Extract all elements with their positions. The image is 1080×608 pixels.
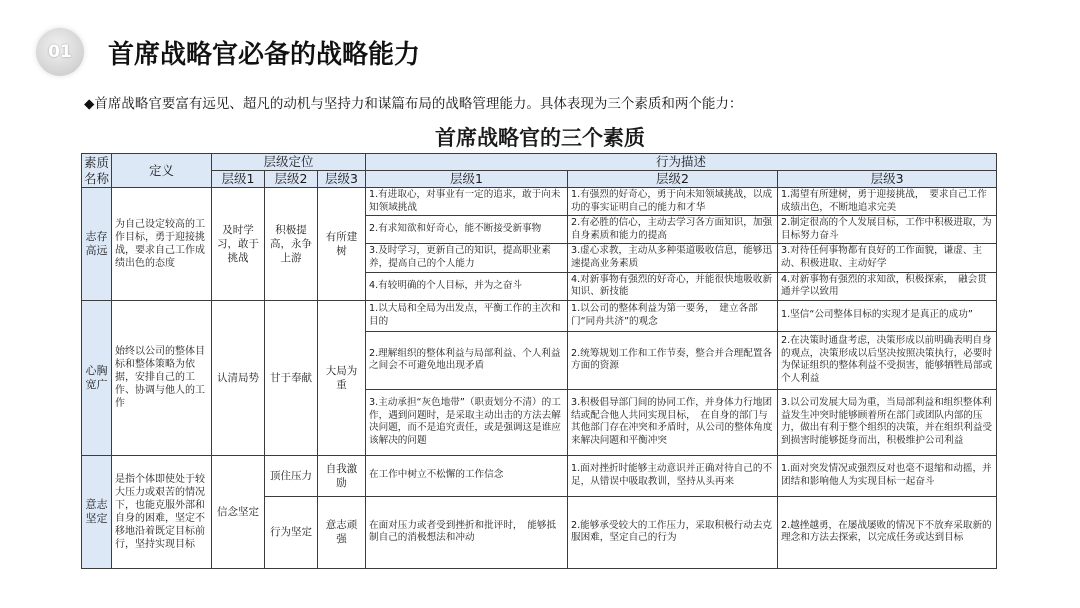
behavior-level1: 3.及时学习，更新自己的知识，提高职业素养，提高自己的个人能力 <box>366 244 568 272</box>
position-level1: 认清局势 <box>212 300 265 455</box>
behavior-level3: 1.坚信“公司整体目标的实现才是真正的成功” <box>778 300 997 331</box>
behavior-level2: 4.对新事物有强烈的好奇心，并能很快地吸收新知识、新技能 <box>568 272 778 300</box>
behavior-level2: 1.面对挫折时能够主动意识并正确对待自己的不足，从错误中吸取教训，坚持从头再来 <box>568 455 778 496</box>
behavior-level2: 1.以公司的整体利益为第一要务， 建立各部门“同舟共济”的观念 <box>568 300 778 331</box>
behavior-level1: 4.有较明确的个人目标，并为之奋斗 <box>366 272 568 300</box>
behavior-level3: 2.越挫越勇，在屡战屡败的情况下不放弃采取新的理念和方法去探索，以完成任务或达到目标 <box>778 496 997 568</box>
behavior-level3: 1.渴望有所建树，勇于迎接挑战， 要求自己工作成绩出色，不断地追求完美 <box>778 188 997 216</box>
behavior-level1: 在面对压力或者受到挫折和批评时， 能够抵制自己的消极想法和冲动 <box>366 496 568 568</box>
behavior-level1: 1.有进取心，对事业有一定的追求，敢于向未知领域挑战 <box>366 188 568 216</box>
position-level2: 顶住压力 <box>265 455 318 496</box>
quality-definition: 始终以公司的整体目标和整体策略为依据，安排自己的工作、协调与他人的工作 <box>112 300 212 455</box>
section-number-badge <box>36 28 84 76</box>
behavior-level2: 2.能够承受较大的工作压力，采取积极行动去克服困难，坚定自己的行为 <box>568 496 778 568</box>
header-beh-level2: 层级2 <box>568 171 778 188</box>
behavior-level3: 1.面对突发情况或强烈反对也毫不退缩和动摇，并团结和影响他人为实现目标一起奋斗 <box>778 455 997 496</box>
quality-name: 意志坚定 <box>82 455 112 568</box>
position-level2: 积极提高，永争上游 <box>265 188 318 301</box>
behavior-level1: 在工作中树立不松懈的工作信念 <box>366 455 568 496</box>
page-title: 首席战略官必备的战略能力 <box>108 40 421 70</box>
quality-name: 志存高远 <box>82 188 112 301</box>
behavior-level2: 3.虚心求教，主动从多种渠道吸收信息，能够迅速提高业务素质 <box>568 244 778 272</box>
header-beh-level1: 层级1 <box>366 171 568 188</box>
position-level2: 甘于奉献 <box>265 300 318 455</box>
position-level1: 信念坚定 <box>212 455 265 568</box>
header-pos-level3: 层级3 <box>318 171 366 188</box>
behavior-level3: 2.在决策时通盘考虑，决策形成以前明确表明自身的观点，决策形成以后坚决按照决策执行，必要时为保证组织的整体利益不受损害，能够牺牲局部或个人利益 <box>778 331 997 389</box>
table-title: 首席战略官的三个素质 <box>435 126 645 150</box>
behavior-level2: 3.积极倡导部门间的协同工作，并身体力行地团结或配合他人共同实现目标， 在自身的部门与其他部门存在冲突和矛盾时，从公司的整体角度来解决问题和平衡冲突 <box>568 389 778 455</box>
behavior-level2: 2.统筹规划工作和工作节奏，整合并合理配置各方面的资源 <box>568 331 778 389</box>
intro-text: ◆首席战略官要富有远见、超凡的动机与坚持力和谋篇布局的战略管理能力。具体表现为三个素质和两个能力： <box>84 96 743 112</box>
position-level3: 自我激励 <box>318 455 366 496</box>
header-behavior: 行为描述 <box>366 154 997 171</box>
position-level1: 及时学习，敢于挑战 <box>212 188 265 301</box>
behavior-level1: 2.有求知欲和好奇心，能不断接受新事物 <box>366 216 568 244</box>
table-row <box>82 300 997 331</box>
behavior-level1: 3.主动承担“灰色地带”（职责划分不清）的工作，遇到问题时，是采取主动出击的方法去解决问题，而不是追究责任，或是强调这是谁应该解决的问题 <box>366 389 568 455</box>
behavior-level3: 2.制定很高的个人发展目标，工作中积极进取，为目标努力奋斗 <box>778 216 997 244</box>
behavior-level3: 3.对待任何事物都有良好的工作面貌，谦虚、主动、积极进取、主动好学 <box>778 244 997 272</box>
quality-definition: 为自己设定较高的工作目标，勇于迎接挑战，要求自己工作成绩出色的态度 <box>112 188 212 301</box>
behavior-level3: 3.以公司发展大局为重，当局部利益和组织整体利益发生冲突时能够顾着所在部门或团队内部的压力，做出有利于整个组织的决策，并在组织利益受到损害时能够挺身而出，积极维护公司利益 <box>778 389 997 455</box>
header-level-position: 层级定位 <box>212 154 366 171</box>
behavior-level1: 2.理解组织的整体利益与局部利益、个人利益之间会不可避免地出现矛盾 <box>366 331 568 389</box>
position-level3: 有所建树 <box>318 188 366 301</box>
quality-definition: 是指个体即使处于较大压力或艰苦的情况下，也能克服外部和自身的困难，坚定不移地沿着既定目标前行，坚持实现目标 <box>112 455 212 568</box>
position-level3: 意志顽强 <box>318 496 366 568</box>
behavior-level3: 4.对新事物有强烈的求知欲，积极探索， 融会贯通并学以致用 <box>778 272 997 300</box>
header-quality-name: 素质名称 <box>82 154 112 188</box>
behavior-level1: 1.以大局和全局为出发点，平衡工作的主次和目的 <box>366 300 568 331</box>
header-beh-level3: 层级3 <box>778 171 997 188</box>
position-level2: 行为坚定 <box>265 496 318 568</box>
qualities-table <box>81 153 997 569</box>
table-row <box>82 455 997 496</box>
header-pos-level1: 层级1 <box>212 171 265 188</box>
quality-name: 心胸宽广 <box>82 300 112 455</box>
header-definition: 定义 <box>112 154 212 188</box>
behavior-level2: 2.有必胜的信心，主动去学习各方面知识，加强自身素质和能力的提高 <box>568 216 778 244</box>
header-pos-level2: 层级2 <box>265 171 318 188</box>
section-number: 01 <box>48 42 72 62</box>
table-row <box>82 188 997 216</box>
behavior-level2: 1.有强烈的好奇心，勇于向未知领域挑战，以成功的事实证明自己的能力和才华 <box>568 188 778 216</box>
position-level3: 大局为重 <box>318 300 366 455</box>
